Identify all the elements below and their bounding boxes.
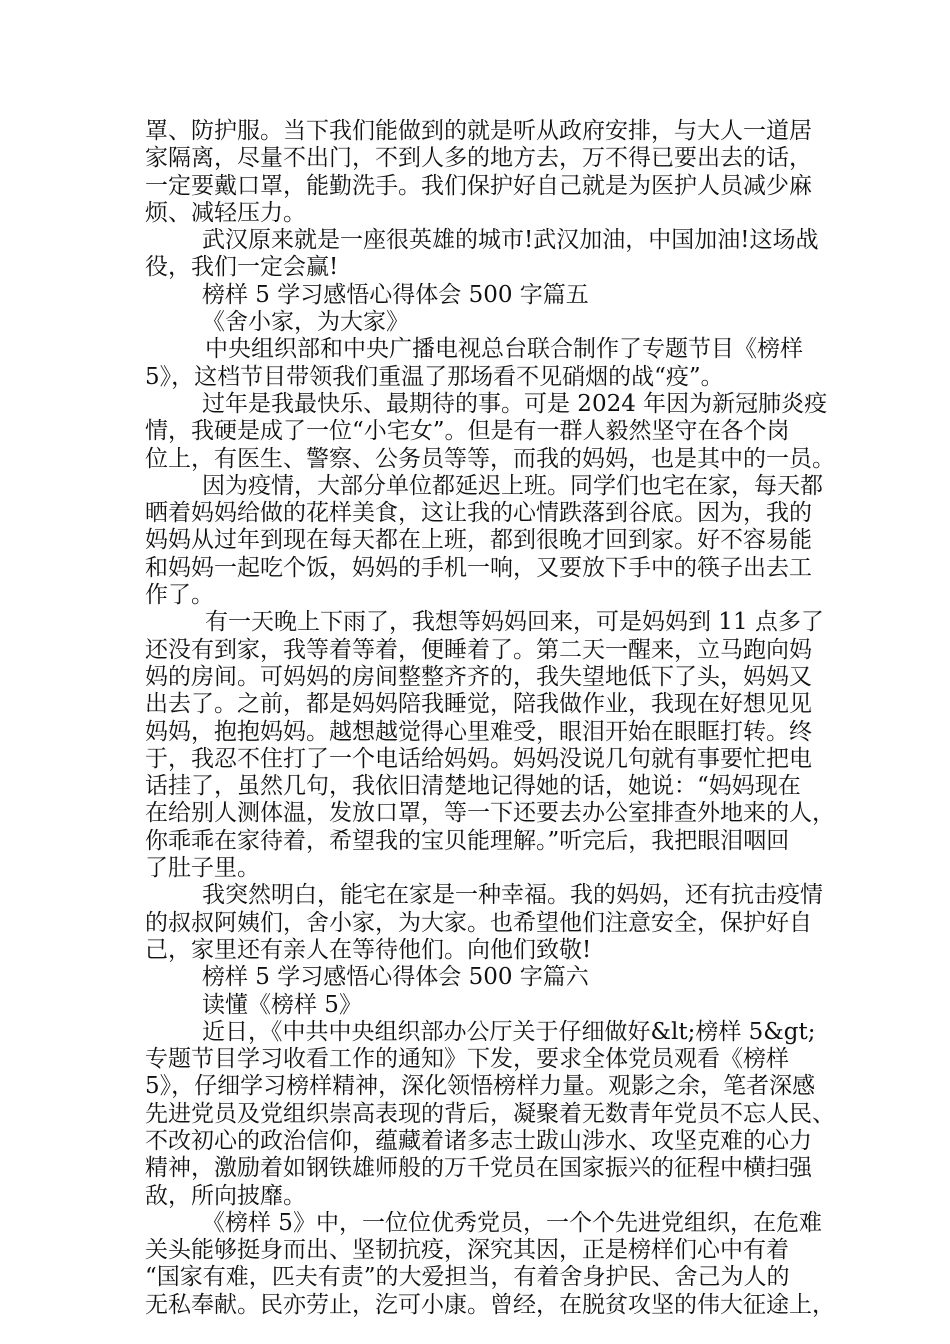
text-line: 妈的房间。可妈妈的房间整整齐齐的，我失望地低下了头，妈妈又 (145, 663, 812, 690)
paragraph-first-line: 有一天晚上下雨了，我想等妈妈回来，可是妈妈到 11 点多了 (205, 609, 824, 636)
paragraph-first-line: 武汉原来就是一座很英雄的城市!武汉加油，中国加油!这场战 (202, 227, 819, 254)
text-line: 位上，有医生、警察、公务员等等，而我的妈妈，也是其中的一员。 (145, 445, 835, 472)
text-line: 晒着妈妈给做的花样美食，这让我的心情跌落到谷底。因为，我的 (145, 500, 812, 527)
text-line: 役，我们一定会赢! (145, 254, 339, 281)
section-heading: 榜样 5 学习感悟心得体会 500 字篇五 (202, 281, 589, 308)
paragraph-first-line: 中央组织部和中央广播电视总台联合制作了专题节目《榜样 (205, 336, 803, 363)
text-line: 和妈妈一起吃个饭，妈妈的手机一响，又要放下手中的筷子出去工 (145, 554, 812, 581)
paragraph-first-line: 近日，《中共中央组织部办公厅关于仔细做好&lt;榜样 5&gt; (202, 1018, 816, 1045)
text-line: 关头能够挺身而出、坚韧抗疫，深究其因，正是榜样们心中有着 (145, 1237, 789, 1264)
text-line: 出去了。之前，都是妈妈陪我睡觉，陪我做作业，我现在好想见见 (145, 691, 812, 718)
text-line: 情，我硬是成了一位“小宅女”。但是有一群人毅然坚守在各个岗 (145, 418, 790, 445)
text-line: 妈妈，抱抱妈妈。越想越觉得心里难受，眼泪开始在眼眶打转。终 (145, 718, 812, 745)
text-line: 了肚子里。 (145, 855, 260, 882)
section-heading: 榜样 5 学习感悟心得体会 500 字篇六 (202, 964, 589, 991)
text-line: 在给别人测体温，发放口罩，等一下还要去办公室排查外地来的人， (145, 800, 835, 827)
text-line: 家隔离，尽量不出门，不到人多的地方去，万不得已要出去的话， (145, 145, 812, 172)
text-line: 专题节目学习收看工作的通知》下发，要求全体党员观看《榜样 (145, 1046, 789, 1073)
document-body (145, 118, 835, 1319)
text-line: 5》，仔细学习榜样精神，深化领悟榜样力量。观影之余，笔者深感 (145, 1073, 816, 1100)
text-line: 于，我忍不住打了一个电话给妈妈。妈妈没说几句就有事要忙把电 (145, 745, 812, 772)
text-line: 烦、减轻压力。 (145, 199, 306, 226)
article-title: 《舍小家，为大家》 (202, 309, 409, 336)
text-line: 罩、防护服。当下我们能做到的就是听从政府安排，与大人一道居 (145, 118, 812, 144)
text-line: 作了。 (145, 582, 214, 609)
text-line: 敌，所向披靡。 (145, 1182, 306, 1209)
paragraph-first-line: 我突然明白，能宅在家是一种幸福。我的妈妈，还有抗击疫情 (202, 882, 823, 909)
text-line: 先进党员及党组织崇高表现的背后，凝聚着无数青年党员不忘人民、 (145, 1100, 835, 1127)
text-line: 己，家里还有亲人在等待他们。向他们致敬! (145, 936, 592, 963)
text-line: 精神，激励着如钢铁雄师般的万千党员在国家振兴的征程中横扫强 (145, 1155, 812, 1182)
text-line: “国家有难，匹夫有责”的大爱担当，有着舍身护民、舍己为人的 (145, 1264, 790, 1291)
text-line: 妈妈从过年到现在每天都在上班，都到很晚才回到家。好不容易能 (145, 527, 812, 554)
paragraph-first-line: 因为疫情，大部分单位都延迟上班。同学们也宅在家，每天都 (202, 472, 823, 499)
article-title: 读懂《榜样 5》 (202, 991, 362, 1018)
text-line: 无私奉献。民亦劳止，汔可小康。曾经，在脱贫攻坚的伟大征途上， (145, 1291, 835, 1318)
text-line: 的叔叔阿姨们，舍小家，为大家。也希望他们注意安全，保护好自 (145, 909, 812, 936)
text-line: 还没有到家，我等着等着，便睡着了。第二天一醒来，立马跑向妈 (145, 636, 812, 663)
text-line: 5》，这档节目带领我们重温了那场看不见硝烟的战“疫”。 (145, 363, 724, 390)
text-line: 一定要戴口罩，能勤洗手。我们保护好自己就是为医护人员减少麻 (145, 172, 812, 199)
text-line: 不改初心的政治信仰，蕴藏着诸多志士跋山涉水、攻坚克难的心力 (145, 1127, 812, 1154)
paragraph-first-line: 《榜样 5》中，一位位优秀党员，一个个先进党组织，在危难 (202, 1209, 822, 1236)
paragraph-first-line: 过年是我最快乐、最期待的事。可是 2024 年因为新冠肺炎疫 (202, 390, 828, 417)
text-line: 你乖乖在家待着，希望我的宝贝能理解。”听完后，我把眼泪咽回 (145, 827, 790, 854)
text-line: 话挂了，虽然几句，我依旧清楚地记得她的话，她说：“妈妈现在 (145, 773, 801, 800)
